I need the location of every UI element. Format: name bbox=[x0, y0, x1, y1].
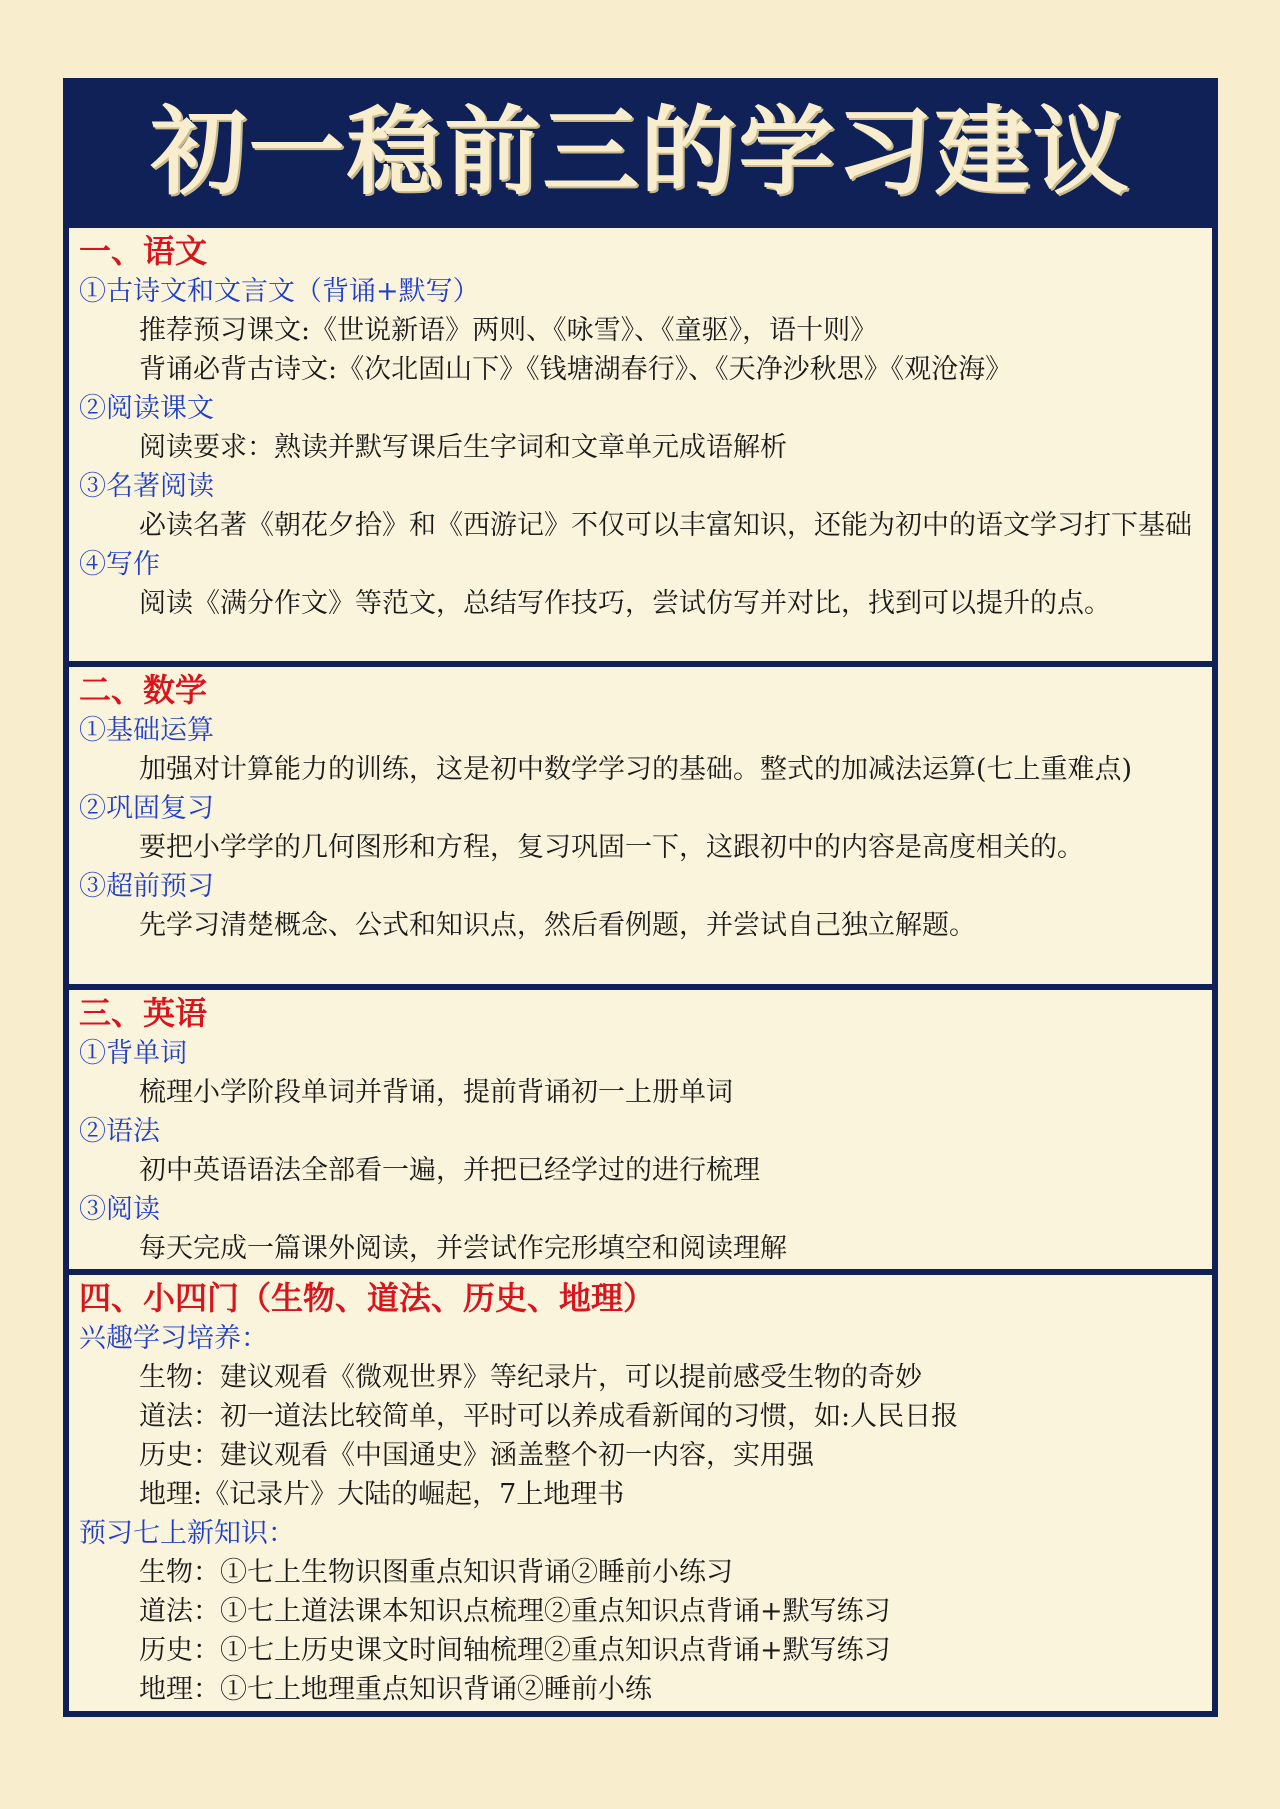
section-title: 一、语文 bbox=[79, 232, 208, 270]
text-line: 初中英语语法全部看一遍，并把已经学过的进行梳理 bbox=[139, 1155, 760, 1186]
subheading: 预习七上新知识： bbox=[79, 1518, 295, 1549]
text-line: 道法：①七上道法课本知识点梳理②重点知识点背诵+默写练习 bbox=[139, 1596, 891, 1627]
section-title: 三、英语 bbox=[79, 994, 208, 1032]
subheading: ②巩固复习 bbox=[79, 793, 214, 824]
text-line: 推荐预习课文:《世说新语》两则、《咏雪》、《童驱》，语十则》 bbox=[139, 315, 878, 346]
text-line: 生物：建议观看《微观世界》等纪录片，可以提前感受生物的奇妙 bbox=[139, 1362, 922, 1393]
subheading: ③阅读 bbox=[79, 1194, 160, 1225]
subheading: ③超前预习 bbox=[79, 871, 214, 902]
text-line: 地理:《记录片》大陆的崛起，7上地理书 bbox=[139, 1479, 625, 1510]
text-line: 地理：①七上地理重点知识背诵②睡前小练 bbox=[139, 1674, 652, 1705]
text-paragraph: 加强对计算能力的训练，这是初中数学学习的基础。整式的加减法运算(七上重难点) bbox=[139, 754, 1133, 785]
subheading: 兴趣学习培养： bbox=[79, 1323, 268, 1354]
section-title: 四、小四门（生物、道法、历史、地理） bbox=[79, 1279, 656, 1317]
subheading: ①背单词 bbox=[79, 1038, 187, 1069]
subheading: ④写作 bbox=[79, 549, 160, 580]
subheading: ②阅读课文 bbox=[79, 393, 214, 424]
text-line: 历史：①七上历史课文时间轴梳理②重点知识点背诵+默写练习 bbox=[139, 1635, 891, 1666]
poster-card bbox=[63, 78, 1218, 1717]
section-math bbox=[69, 667, 1212, 984]
text-line: 每天完成一篇课外阅读，并尝试作完形填空和阅读理解 bbox=[139, 1233, 787, 1264]
section-title: 二、数学 bbox=[79, 671, 208, 709]
text-line: 阅读要求：熟读并默写课后生字词和文章单元成语解析 bbox=[139, 432, 787, 463]
text-paragraph: 必读名著《朝花夕拾》和《西游记》不仅可以丰富知识，还能为初中的语文学习打下基础 bbox=[139, 510, 1192, 541]
subheading: ①基础运算 bbox=[79, 715, 214, 746]
title-banner bbox=[63, 78, 1218, 225]
subheading: ③名著阅读 bbox=[79, 471, 214, 502]
text-line: 背诵必背古诗文:《次北固山下》《钱塘湖春行》、《天净沙秋思》《观沧海》 bbox=[139, 354, 1013, 385]
page-title: 初一稳前三的学习建议 bbox=[150, 94, 1131, 208]
text-line: 要把小学学的几何图形和方程，复习巩固一下，这跟初中的内容是高度相关的。 bbox=[139, 832, 1084, 863]
text-line: 梳理小学阶段单词并背诵，提前背诵初一上册单词 bbox=[139, 1077, 733, 1108]
text-line: 历史：建议观看《中国通史》涵盖整个初一内容，实用强 bbox=[139, 1440, 814, 1471]
text-line: 先学习清楚概念、公式和知识点，然后看例题，并尝试自己独立解题。 bbox=[139, 910, 976, 941]
text-line: 道法：初一道法比较简单，平时可以养成看新闻的习惯，如:人民日报 bbox=[139, 1401, 959, 1432]
text-line: 阅读《满分作文》等范文，总结写作技巧，尝试仿写并对比，找到可以提升的点。 bbox=[139, 588, 1111, 619]
text-line: 生物：①七上生物识图重点知识背诵②睡前小练习 bbox=[139, 1557, 733, 1588]
section-minor-subjects bbox=[69, 1275, 1212, 1711]
section-english bbox=[69, 990, 1212, 1269]
subheading: ②语法 bbox=[79, 1116, 160, 1147]
section-chinese bbox=[69, 228, 1212, 661]
subheading: ①古诗文和文言文（背诵+默写） bbox=[79, 276, 480, 307]
